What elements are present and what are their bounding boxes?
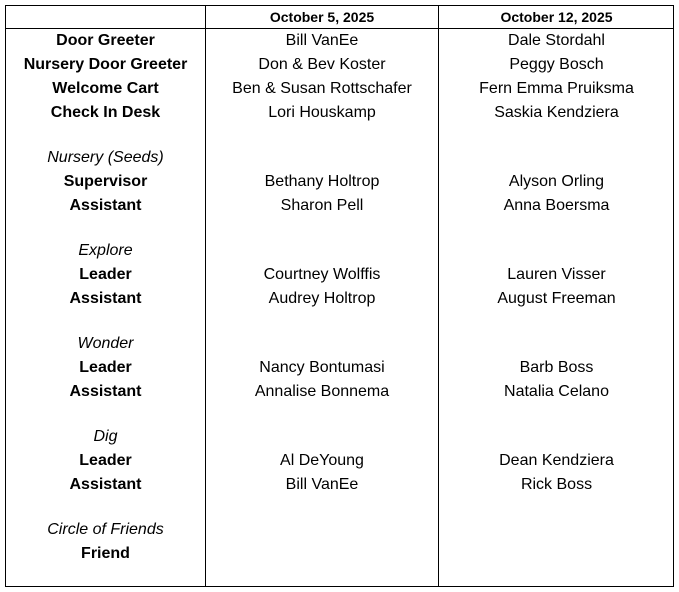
section-heading: Dig: [93, 428, 118, 445]
volunteer-name: Lori Houskamp: [268, 104, 376, 121]
role-label: Assistant: [69, 383, 142, 400]
role-label: Assistant: [69, 476, 142, 493]
header-date-2: October 12, 2025: [500, 9, 613, 25]
volunteer-name: Natalia Celano: [504, 383, 609, 400]
volunteer-name: Saskia Kendziera: [494, 104, 619, 121]
role-label: Nursery Door Greeter: [23, 56, 188, 73]
role-label: Leader: [79, 266, 132, 283]
section-heading: Circle of Friends: [47, 521, 164, 538]
volunteer-name: Bill VanEe: [285, 476, 359, 493]
volunteer-name: Ben & Susan Rottschafer: [232, 80, 412, 97]
volunteer-name: Courtney Wolffis: [263, 266, 381, 283]
role-label: Supervisor: [63, 173, 148, 190]
role-label: Door Greeter: [56, 32, 155, 49]
volunteer-name: Dean Kendziera: [499, 452, 614, 469]
volunteer-name: August Freeman: [497, 290, 616, 307]
volunteer-name: Audrey Holtrop: [268, 290, 376, 307]
volunteer-name: Anna Boersma: [503, 197, 610, 214]
role-label: Friend: [81, 545, 130, 562]
volunteer-name: Bill VanEe: [285, 32, 359, 49]
volunteer-name: Lauren Visser: [507, 266, 606, 283]
volunteer-name: Nancy Bontumasi: [259, 359, 385, 376]
role-label: Assistant: [69, 290, 142, 307]
role-label: Leader: [79, 452, 132, 469]
role-label: Leader: [79, 359, 132, 376]
schedule-table: [5, 5, 674, 587]
volunteer-name: Alyson Orling: [508, 173, 605, 190]
role-label: Check In Desk: [50, 104, 161, 121]
volunteer-name: Al DeYoung: [280, 452, 364, 469]
section-heading: Explore: [78, 242, 133, 259]
role-label: Assistant: [69, 197, 142, 214]
volunteer-name: Dale Stordahl: [508, 32, 605, 49]
role-label: Welcome Cart: [52, 80, 159, 97]
volunteer-name: Fern Emma Pruiksma: [479, 80, 634, 97]
section-heading: Nursery (Seeds): [47, 149, 164, 166]
volunteer-name: Don & Bev Koster: [258, 56, 386, 73]
header-date-1: October 5, 2025: [269, 9, 375, 25]
volunteer-name: Rick Boss: [520, 476, 593, 493]
volunteer-name: Barb Boss: [519, 359, 594, 376]
volunteer-name: Sharon Pell: [280, 197, 364, 214]
section-heading: Wonder: [77, 335, 134, 352]
volunteer-name: Bethany Holtrop: [264, 173, 380, 190]
volunteer-name: Annalise Bonnema: [254, 383, 390, 400]
volunteer-name: Peggy Bosch: [509, 56, 604, 73]
